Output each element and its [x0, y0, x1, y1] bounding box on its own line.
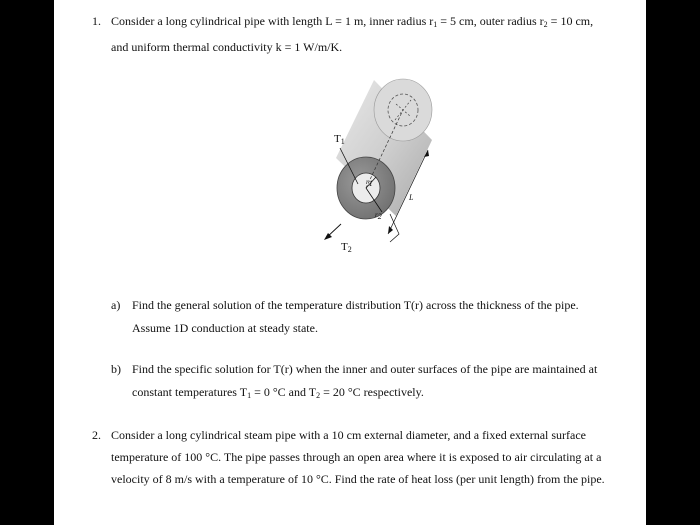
length-bracket	[390, 214, 399, 242]
r1-label: $r_1$	[366, 178, 373, 188]
t1-label: $T_1$	[334, 133, 345, 146]
document-page	[54, 0, 646, 525]
r2-label: $r_2$	[375, 211, 382, 221]
question-2-number: 2.	[92, 428, 101, 442]
part-b-line-2: constant temperatures $T_1 = 0$ °C and $T_2 = 20$ °C respectively.	[132, 385, 424, 400]
length-arrowhead-bottom	[388, 226, 393, 234]
part-b-line-1: Find the specific solution for T(r) when the inner and outer surfaces of the pipe are maintained at	[132, 362, 598, 376]
question-1-line-2: and uniform thermal conductivity k = 1 W/m/K.	[111, 40, 343, 54]
question-2-line-2: temperature of 100 °C. The pipe passes through an open area where it is exposed to air circulating at a	[111, 450, 602, 464]
cylinder-figure	[278, 76, 438, 266]
part-a-line-1: Find the general solution of the temperature distribution T(r) across the thickness of the pipe.	[132, 298, 579, 312]
question-1-number: 1.	[92, 14, 101, 28]
question-1-line-1: Consider a long cylindrical pipe with length L = 1 m, inner radius $r_1 = 5$ cm, outer radius $r_2 = 10$ cm,	[111, 14, 594, 29]
question-2-line-1: Consider a long cylindrical steam pipe with a 10 cm external diameter, and a fixed external surface	[111, 428, 587, 442]
part-a-line-2: Assume 1D conduction at steady state.	[132, 321, 318, 335]
cylinder-diagram	[278, 76, 438, 266]
length-label: L	[409, 193, 414, 202]
question-2-line-3: velocity of 8 m/s with a temperature of 10 °C. Find the rate of heat loss (per unit length) from the pipe.	[111, 472, 605, 486]
part-a-label: a)	[111, 298, 121, 312]
part-b-label: b)	[111, 362, 121, 376]
t2-label: $T_2$	[341, 241, 352, 254]
